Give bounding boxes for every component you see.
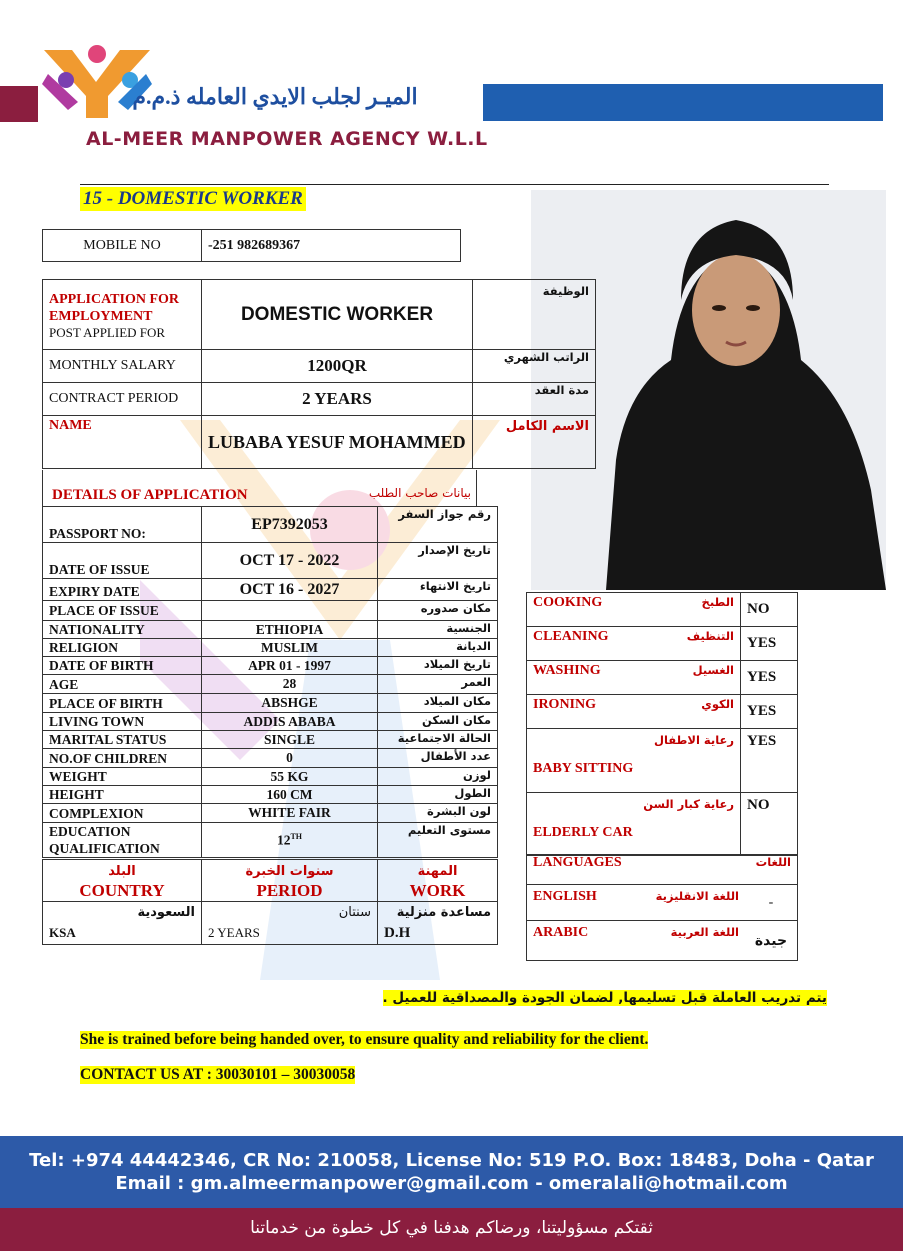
details-arabic: بيانات صاحب الطلب (368, 486, 471, 500)
application-table (42, 279, 596, 469)
skill-row (527, 729, 798, 793)
detail-value (202, 601, 378, 621)
skill-label: IRONING (533, 697, 597, 712)
mobile-table (42, 229, 461, 262)
detail-value (202, 657, 378, 675)
detail-label: RELIGION (43, 639, 202, 657)
experience-table (42, 859, 498, 945)
skill-row (527, 661, 798, 695)
detail-arabic: مكان الميلاد (378, 694, 498, 713)
detail-value (202, 713, 378, 731)
footer-line1: Tel: +974 44442346, CR No: 210058, License No: 519 P.O. Box: 18483, Doha - Qatar (29, 1150, 874, 1171)
note-arabic: يتم تدريب العاملة قبل تسليمها, لضمان الجودة والمصداقية للعميل . (382, 990, 827, 1006)
exp-country-arabic: السعودية (137, 905, 195, 920)
skill-row (527, 593, 798, 627)
exp-country: KSA (49, 925, 76, 940)
detail-arabic: تاريخ الميلاد (378, 657, 498, 675)
exp-work: D.H (384, 925, 411, 941)
detail-row (43, 804, 498, 823)
footer-line3: ثقتكم مسؤوليتنا، ورضاكم هدفنا في كل خطوة من خدماتنا (250, 1218, 653, 1238)
post-applied-value: DOMESTIC WORKER (202, 280, 473, 350)
detail-value-text: SINGLE (263, 731, 316, 747)
detail-row (43, 694, 498, 713)
detail-arabic: الجنسية (378, 621, 498, 639)
detail-value (202, 804, 378, 823)
detail-arabic: لوزن (378, 768, 498, 786)
detail-row (43, 731, 498, 749)
detail-label: EXPIRY DATE (43, 579, 202, 601)
detail-arabic: الطول (378, 786, 498, 804)
company-name-english: AL-MEER MANPOWER AGENCY W.L.L (86, 128, 488, 150)
detail-label: EDUCATION QUALIFICATION (43, 823, 202, 858)
detail-arabic: رقم جواز السفر (378, 507, 498, 543)
detail-value-text: EP7392053 (251, 515, 328, 533)
skill-arabic: الطبخ (701, 595, 734, 609)
detail-arabic: الحالة الاجتماعية (378, 731, 498, 749)
contract-arabic: مدة العقد (473, 383, 596, 416)
detail-value (202, 731, 378, 749)
period-header: PERIOD (256, 880, 323, 900)
detail-row (43, 768, 498, 786)
work-header: WORK (409, 880, 466, 900)
english-arabic: اللغة الانقليزية (655, 889, 739, 903)
mobile-value: -251 982689367 (202, 230, 461, 262)
detail-row (43, 601, 498, 621)
work-arabic: المهنة (417, 863, 458, 879)
detail-value-text: APR 01 - 1997 (248, 657, 331, 673)
detail-row (43, 543, 498, 579)
detail-value-text: ADDIS ABABA (243, 713, 336, 729)
skill-value: YES (741, 661, 798, 695)
post-applied-label: POST APPLIED FOR (49, 325, 166, 340)
detail-label: PLACE OF ISSUE (43, 601, 202, 621)
skill-label: CLEANING (533, 629, 609, 644)
detail-label: PLACE OF BIRTH (43, 694, 202, 713)
arabic-value: جيدة (745, 921, 798, 961)
country-arabic: البلد (108, 863, 136, 879)
skill-row (527, 627, 798, 661)
detail-label: COMPLEXION (43, 804, 202, 823)
detail-value (202, 639, 378, 657)
detail-value-text: 12 (276, 832, 291, 848)
skill-arabic: رعاية كبار السن (643, 797, 734, 811)
post-applied-arabic: الوظيفة (473, 280, 596, 350)
header-right-bar (483, 84, 883, 121)
detail-value (202, 543, 378, 579)
detail-label: PASSPORT NO: (43, 507, 202, 543)
arabic-label: ARABIC (533, 925, 589, 940)
detail-value-text: 160 CM (266, 786, 313, 802)
detail-label: DATE OF BIRTH (43, 657, 202, 675)
detail-row (43, 749, 498, 768)
detail-label: DATE OF ISSUE (43, 543, 202, 579)
skill-arabic: التنظيف (686, 629, 734, 643)
detail-arabic: الديانة (378, 639, 498, 657)
detail-value (202, 579, 378, 601)
salary-value: 1200QR (202, 350, 473, 383)
skill-row (527, 695, 798, 729)
header-left-bar (0, 86, 38, 122)
languages-table (526, 854, 798, 961)
detail-value-text: ABSHGE (261, 695, 318, 710)
detail-row (43, 657, 498, 675)
salary-label: MONTHLY SALARY (43, 350, 202, 383)
detail-label: NO.OF CHILDREN (43, 749, 202, 768)
languages-label: LANGUAGES (533, 855, 622, 870)
skill-value: YES (741, 627, 798, 661)
detail-row (43, 579, 498, 601)
name-arabic: الاسم الكامل (473, 416, 596, 469)
languages-arabic: اللغات (755, 855, 791, 869)
country-header: COUNTRY (79, 880, 165, 900)
detail-row (43, 507, 498, 543)
detail-arabic: تاريخ الانتهاء (378, 579, 498, 601)
detail-value-text: OCT 16 - 2027 (239, 580, 340, 598)
skill-row (527, 793, 798, 856)
english-label: ENGLISH (533, 889, 597, 904)
exp-period: 2 YEARS (208, 925, 260, 940)
skill-label: ELDERLY CAR (533, 825, 633, 840)
detail-value-text: OCT 17 - 2022 (239, 551, 340, 569)
detail-arabic: مكان السكن (378, 713, 498, 731)
detail-arabic: مستوى التعليم (378, 823, 498, 858)
detail-arabic: عدد الأطفال (378, 749, 498, 768)
skill-arabic: الكوي (701, 697, 734, 711)
detail-label: LIVING TOWN (43, 713, 202, 731)
detail-value (202, 786, 378, 804)
english-value: - (745, 885, 798, 921)
mobile-label: MOBILE NO (43, 230, 202, 262)
detail-row (43, 675, 498, 694)
skill-value: YES (741, 695, 798, 729)
footer-slogan (0, 1208, 903, 1251)
detail-value (202, 749, 378, 768)
exp-period-arabic: سنتان (338, 905, 371, 920)
detail-arabic: تاريخ الإصدار (378, 543, 498, 579)
note-english: She is trained before being handed over, to ensure quality and reliability for the client. (80, 1031, 649, 1048)
detail-value-text: MUSLIM (261, 639, 318, 655)
detail-value-text: 55 KG (270, 768, 309, 784)
period-arabic: سنوات الخبرة (245, 863, 334, 879)
detail-label: WEIGHT (43, 768, 202, 786)
detail-value (202, 768, 378, 786)
skill-label: COOKING (533, 595, 603, 610)
detail-value (202, 621, 378, 639)
detail-value-text: WHITE FAIR (248, 805, 331, 820)
detail-arabic: العمر (378, 675, 498, 694)
details-header (42, 470, 477, 506)
skill-value: YES (741, 729, 798, 793)
detail-row (43, 823, 498, 858)
detail-label: HEIGHT (43, 786, 202, 804)
detail-arabic: مكان صدوره (378, 601, 498, 621)
exp-work-arabic: مساعدة منزلية (396, 905, 491, 920)
details-table (42, 506, 498, 858)
detail-label: MARITAL STATUS (43, 731, 202, 749)
detail-row (43, 639, 498, 657)
skill-label: BABY SITTING (533, 761, 634, 776)
details-label: DETAILS OF APPLICATION (52, 487, 248, 503)
detail-value (202, 823, 378, 858)
skills-table (526, 592, 798, 856)
title-rule (80, 184, 829, 185)
footer-contact (0, 1136, 903, 1208)
name-value: LUBABA YESUF MOHAMMED (202, 416, 473, 469)
salary-arabic: الراتب الشهري (473, 350, 596, 383)
contact-line: CONTACT US AT : 30030101 – 30030058 (80, 1066, 356, 1083)
contract-value: 2 YEARS (202, 383, 473, 416)
detail-value (202, 675, 378, 694)
company-name-arabic: الميـر لجلب الايدي العامله ذ.م.م (132, 84, 418, 109)
detail-value-text: 0 (286, 750, 293, 765)
detail-value-suffix: TH (290, 831, 303, 841)
detail-label: AGE (43, 675, 202, 694)
detail-value-text: 28 (282, 676, 297, 691)
detail-label: NATIONALITY (43, 621, 202, 639)
detail-row (43, 621, 498, 639)
footer-line2: Email : gm.almeermanpower@gmail.com - omeralali@hotmail.com (115, 1173, 788, 1194)
detail-row (43, 786, 498, 804)
detail-arabic: لون البشرة (378, 804, 498, 823)
skill-label: WASHING (533, 663, 601, 678)
contract-label: CONTRACT PERIOD (43, 383, 202, 416)
arabic-arabic: اللغة العربية (670, 925, 739, 939)
skill-value: NO (741, 593, 798, 627)
skill-arabic: رعاية الاطفال (653, 733, 734, 747)
detail-value (202, 694, 378, 713)
page-title: 15 - DOMESTIC WORKER (80, 187, 306, 211)
application-label: APPLICATION FOR EMPLOYMENT (49, 292, 180, 324)
detail-value (202, 507, 378, 543)
skill-arabic: الغسيل (692, 663, 734, 677)
detail-value-text: ETHIOPIA (255, 621, 324, 637)
name-label: NAME (43, 416, 202, 469)
detail-row (43, 713, 498, 731)
skill-value: NO (741, 793, 798, 856)
